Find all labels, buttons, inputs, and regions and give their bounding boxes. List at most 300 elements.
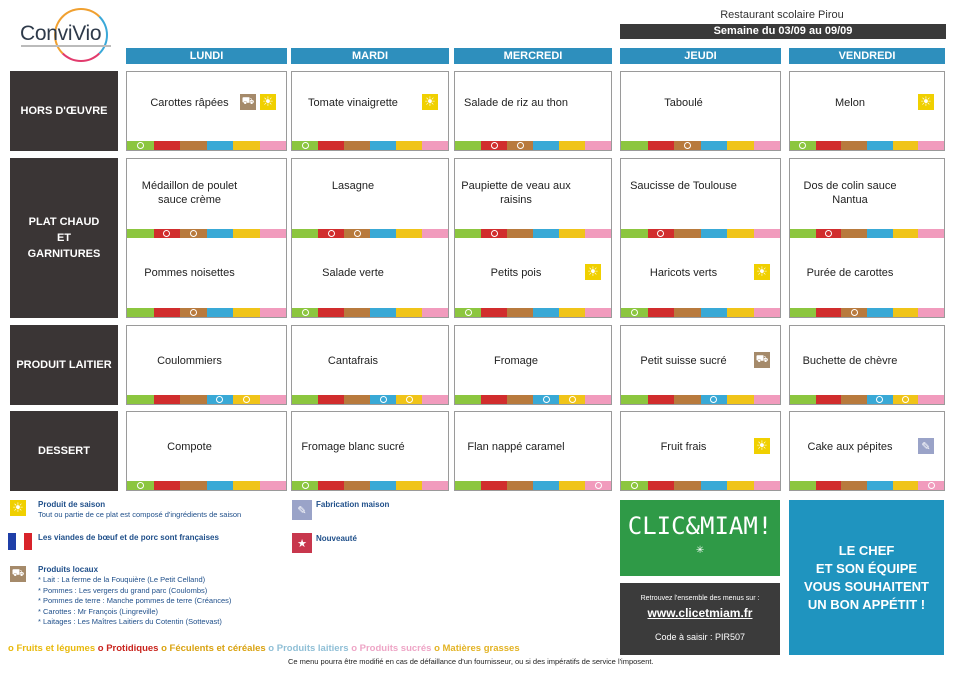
food-group-segment [370, 229, 396, 238]
food-group-segment [727, 395, 754, 404]
food-group-bar [790, 141, 944, 150]
food-group-segment [918, 308, 944, 317]
food-group-segment [559, 141, 585, 150]
food-group-segment [233, 308, 260, 317]
sun-icon: ☀ [10, 500, 26, 516]
farm-icon: ⛟ [240, 94, 256, 110]
food-group-segment [918, 141, 944, 150]
food-group-segment [370, 395, 396, 404]
food-group-segment [233, 229, 260, 238]
food-group-bar [455, 141, 611, 150]
food-group-segment [180, 395, 207, 404]
day-header-jeudi: JEUDI [620, 48, 781, 64]
food-group-segment [507, 481, 533, 490]
food-group-segment [260, 229, 287, 238]
food-group-segment [127, 481, 154, 490]
food-group-segment [533, 141, 559, 150]
food-group-segment [422, 395, 448, 404]
food-group-marker [928, 482, 935, 489]
food-group-segment [127, 308, 154, 317]
menu-cell-plat-jeudi [620, 158, 781, 238]
food-group-segment [344, 481, 370, 490]
food-group-bar [790, 229, 944, 238]
food-group-segment [127, 229, 154, 238]
menu-cell-plat-vendredi [789, 158, 945, 238]
food-group-segment [841, 395, 867, 404]
food-group-segment [816, 395, 842, 404]
day-header-lundi: LUNDI [126, 48, 287, 64]
menu-cell-dessert-mardi [291, 411, 449, 491]
food-group-segment [481, 308, 507, 317]
dish-name: Salade de riz au thon [464, 97, 568, 109]
family-protidiques: o Protidiques [97, 643, 159, 654]
sun-icon: ☀ [918, 94, 934, 110]
food-group-segment [701, 141, 728, 150]
food-group-marker [190, 230, 197, 237]
food-group-segment [754, 141, 781, 150]
food-group-segment [893, 395, 919, 404]
food-group-bar [621, 308, 780, 317]
legend-maison: Fabrication maison [316, 500, 390, 509]
food-group-segment [207, 481, 234, 490]
food-group-segment [127, 141, 154, 150]
dish-name: Purée de carottes [806, 267, 894, 279]
food-group-segment [790, 229, 816, 238]
food-group-segment [727, 141, 754, 150]
dish-name: Saucisse de Toulouse [630, 180, 737, 192]
logo: ConviVio [20, 22, 102, 45]
food-group-marker [569, 396, 576, 403]
food-group-segment [585, 395, 611, 404]
food-group-segment [154, 229, 181, 238]
food-group-segment [260, 481, 287, 490]
food-group-segment [585, 308, 611, 317]
category-dessert: DESSERT [10, 411, 118, 491]
chef-line: VOUS SOUHAITENT [804, 578, 929, 594]
code-saisir: Code à saisir : PIR507 [654, 632, 746, 642]
legend-locaux-item: * Pommes de terre : Manche pommes de terre (Créances) [38, 596, 232, 605]
food-group-segment [233, 141, 260, 150]
menu-cell-laitier-mercredi [454, 325, 612, 405]
food-group-segment [790, 308, 816, 317]
week-label: Semaine du 03/09 au 09/09 [620, 24, 946, 39]
food-group-segment [396, 141, 422, 150]
food-group-segment [841, 141, 867, 150]
french-flag-icon [8, 533, 32, 550]
food-group-segment [841, 308, 867, 317]
food-group-segment [621, 395, 648, 404]
family-feculents: o Féculents et céréales [161, 643, 266, 654]
dish-name: Cake aux pépites [807, 441, 893, 453]
food-group-segment [841, 481, 867, 490]
category-produit-laitier: PRODUIT LAITIER [10, 325, 118, 405]
legend-locaux-list [38, 575, 278, 628]
dish-name: Haricots verts [649, 267, 718, 279]
food-group-segment [585, 481, 611, 490]
food-group-segment [370, 141, 396, 150]
food-group-marker [876, 396, 883, 403]
food-group-segment [648, 395, 675, 404]
food-group-segment [585, 229, 611, 238]
food-group-marker [302, 142, 309, 149]
food-group-segment [507, 395, 533, 404]
legend-locaux-title: Produits locaux [38, 565, 99, 574]
food-group-segment [154, 141, 181, 150]
sun-icon: ☀ [260, 94, 276, 110]
restaurant-name: Restaurant scolaire Pirou [720, 9, 844, 21]
food-group-segment [648, 141, 675, 150]
legend-locaux-item: * Carottes : Mr François (Lingreville) [38, 606, 159, 616]
food-group-segment [727, 229, 754, 238]
menu-cell-laitier-jeudi [620, 325, 781, 405]
food-group-segment [422, 229, 448, 238]
menu-cell-hors-doeuvre-lundi [126, 71, 287, 151]
food-group-segment [893, 141, 919, 150]
food-group-segment [648, 308, 675, 317]
family-grasses: o Matières grasses [434, 643, 520, 654]
food-group-bar [127, 395, 286, 404]
food-group-segment [180, 141, 207, 150]
food-group-segment [559, 229, 585, 238]
food-group-segment [559, 395, 585, 404]
food-group-bar [292, 229, 448, 238]
food-group-marker [137, 482, 144, 489]
food-group-marker [163, 230, 170, 237]
food-group-segment [292, 481, 318, 490]
food-group-bar [790, 395, 944, 404]
food-group-segment [481, 395, 507, 404]
food-group-marker [631, 482, 638, 489]
food-group-bar [127, 308, 286, 317]
clicmiam-url[interactable]: www.clicetmiam.fr [647, 606, 753, 620]
chef-line: LE CHEF [838, 542, 895, 558]
food-group-segment [621, 141, 648, 150]
food-families [8, 643, 520, 654]
food-group-marker [216, 396, 223, 403]
menu-cell-laitier-vendredi [789, 325, 945, 405]
food-group-segment [422, 308, 448, 317]
menu-cell-garniture-jeudi [620, 238, 781, 318]
food-group-segment [867, 481, 893, 490]
food-group-segment [754, 481, 781, 490]
chef-line: UN BON APPÉTIT ! [807, 596, 926, 612]
food-group-segment [292, 395, 318, 404]
food-group-segment [396, 481, 422, 490]
food-group-segment [455, 308, 481, 317]
food-group-segment [154, 308, 181, 317]
food-group-segment [370, 481, 396, 490]
sun-icon: ☀ [754, 264, 770, 280]
food-group-segment [318, 481, 344, 490]
food-group-bar [292, 395, 448, 404]
food-group-segment [481, 481, 507, 490]
retrouvez-text: Retrouvez l'ensemble des menus sur : [640, 595, 760, 602]
food-group-bar [455, 481, 611, 490]
clicmiam-info [620, 583, 780, 655]
food-group-segment [260, 395, 287, 404]
food-group-segment [918, 395, 944, 404]
food-group-segment [422, 141, 448, 150]
food-group-segment [621, 481, 648, 490]
food-group-segment [344, 229, 370, 238]
menu-cell-dessert-vendredi [789, 411, 945, 491]
food-group-marker [137, 142, 144, 149]
menu-cell-garniture-mardi [291, 238, 449, 318]
dish-name: Tomate vinaigrette [308, 97, 398, 109]
food-group-bar [621, 141, 780, 150]
food-group-segment [207, 395, 234, 404]
food-group-segment [154, 481, 181, 490]
food-group-segment [260, 308, 287, 317]
star-icon: ★ [292, 533, 312, 553]
food-group-marker [517, 142, 524, 149]
food-group-segment [816, 141, 842, 150]
food-group-segment [893, 308, 919, 317]
food-group-segment [344, 308, 370, 317]
food-group-segment [481, 141, 507, 150]
food-group-bar [790, 308, 944, 317]
food-group-bar [127, 229, 286, 238]
menu-cell-hors-doeuvre-mardi [291, 71, 449, 151]
food-group-segment [154, 395, 181, 404]
food-group-marker [491, 230, 498, 237]
food-group-segment [918, 481, 944, 490]
family-fruits: o Fruits et légumes [8, 643, 96, 654]
food-group-segment [701, 395, 728, 404]
clicmiam-banner[interactable] [620, 500, 780, 576]
dish-name: Cantafrais [327, 355, 379, 367]
food-group-segment [455, 141, 481, 150]
food-group-segment [180, 229, 207, 238]
food-group-bar [455, 229, 611, 238]
food-group-marker [825, 230, 832, 237]
dish-name: Flan nappé caramel [467, 441, 565, 453]
menu-cell-plat-lundi [126, 158, 287, 238]
food-group-segment [790, 141, 816, 150]
food-group-segment [674, 481, 701, 490]
legend-locaux-item: * Laitages : Les Maîtres Laitiers du Cotentin (Sottevast) [38, 617, 222, 626]
whisk-icon: ✎ [918, 438, 934, 454]
food-group-segment [754, 229, 781, 238]
dish-name: Médaillon de poulet sauce crème [141, 180, 238, 206]
food-group-marker [543, 396, 550, 403]
menu-cell-dessert-jeudi [620, 411, 781, 491]
menu-cell-plat-mercredi [454, 158, 612, 238]
food-group-segment [674, 308, 701, 317]
food-group-segment [790, 481, 816, 490]
day-header-mardi: MARDI [291, 48, 449, 64]
food-group-segment [621, 308, 648, 317]
food-group-bar [621, 481, 780, 490]
food-group-segment [701, 308, 728, 317]
food-group-bar [455, 395, 611, 404]
category-plat-label: PLAT CHAUD ET GARNITURES [27, 216, 101, 260]
food-group-marker [354, 230, 361, 237]
legend-viandes: Les viandes de bœuf et de porc sont françaises [38, 533, 219, 542]
family-laitiers: o Produits laitiers [268, 643, 349, 654]
family-sucres: o Produits sucrés [351, 643, 432, 654]
dish-name: Fromage [493, 355, 539, 367]
food-group-segment [754, 395, 781, 404]
food-group-bar [292, 141, 448, 150]
food-group-marker [243, 396, 250, 403]
food-group-segment [701, 229, 728, 238]
food-group-segment [648, 229, 675, 238]
clicmiam-logo: CLIC&MIAM! [627, 512, 773, 540]
food-group-segment [701, 481, 728, 490]
food-group-bar [790, 481, 944, 490]
food-group-segment [455, 481, 481, 490]
menu-cell-dessert-mercredi [454, 411, 612, 491]
food-group-segment [867, 141, 893, 150]
legend-saison-text: Tout ou partie de ce plat est composé d'ingrédients de saison [38, 510, 242, 519]
food-group-segment [559, 308, 585, 317]
footer-note: Ce menu pourra être modifié en cas de défaillance d'un fournisseur, ou si des impératifs de service l'imposent. [288, 657, 654, 666]
legend-nouveaute: Nouveauté [316, 534, 357, 543]
food-group-segment [533, 308, 559, 317]
food-group-segment [918, 229, 944, 238]
food-group-segment [754, 308, 781, 317]
food-group-segment [180, 308, 207, 317]
chef-message-lines [804, 542, 929, 614]
food-group-segment [893, 481, 919, 490]
food-group-segment [318, 308, 344, 317]
dish-name: Dos de colin sauce Nantua [803, 180, 897, 206]
food-group-segment [422, 481, 448, 490]
menu-cell-garniture-mercredi [454, 238, 612, 318]
food-group-segment [727, 308, 754, 317]
dish-name: Salade verte [322, 267, 384, 279]
dish-name: Petits pois [490, 267, 542, 279]
food-group-segment [344, 141, 370, 150]
food-group-segment [648, 481, 675, 490]
food-group-segment [867, 229, 893, 238]
food-group-marker [190, 309, 197, 316]
dish-name: Petit suisse sucré [640, 355, 727, 367]
food-group-segment [260, 141, 287, 150]
food-group-segment [790, 395, 816, 404]
food-group-bar [292, 481, 448, 490]
menu-cell-laitier-lundi [126, 325, 287, 405]
food-group-bar [292, 308, 448, 317]
dish-name: Lasagne [331, 180, 375, 192]
food-group-bar [621, 229, 780, 238]
menu-cell-hors-doeuvre-mercredi [454, 71, 612, 151]
food-group-segment [507, 308, 533, 317]
food-group-segment [507, 229, 533, 238]
food-group-segment [318, 395, 344, 404]
dish-name: Pommes noisettes [144, 267, 235, 279]
dish-name: Compote [167, 441, 212, 453]
food-group-marker [595, 482, 602, 489]
farm-icon: ⛟ [754, 352, 770, 368]
food-group-segment [344, 395, 370, 404]
food-group-segment [318, 229, 344, 238]
legend-saison-title: Produit de saison [38, 500, 106, 509]
dish-name: Carottes râpées [150, 97, 229, 109]
food-group-segment [674, 229, 701, 238]
dish-name: Paupiette de veau aux raisins [461, 180, 571, 206]
food-group-marker [710, 396, 717, 403]
dish-name: Melon [835, 97, 865, 109]
food-group-bar [127, 481, 286, 490]
food-group-segment [816, 229, 842, 238]
food-group-marker [799, 142, 806, 149]
food-group-segment [533, 229, 559, 238]
food-group-marker [406, 396, 413, 403]
dish-name: Taboulé [664, 97, 703, 109]
food-group-segment [207, 229, 234, 238]
category-hors-doeuvre: HORS D'ŒUVRE [10, 71, 118, 151]
farm-icon: ⛟ [10, 566, 26, 582]
menu-cell-hors-doeuvre-vendredi [789, 71, 945, 151]
food-group-marker [902, 396, 909, 403]
food-group-segment [727, 481, 754, 490]
food-group-segment [674, 395, 701, 404]
food-group-segment [816, 481, 842, 490]
food-group-segment [455, 229, 481, 238]
dish-name: Coulommiers [157, 355, 222, 367]
food-group-segment [867, 308, 893, 317]
day-header-mercredi: MERCREDI [454, 48, 612, 64]
chef-line: ET SON ÉQUIPE [815, 560, 918, 576]
food-group-bar [127, 141, 286, 150]
menu-cell-garniture-vendredi [789, 238, 945, 318]
food-group-segment [559, 481, 585, 490]
day-header-vendredi: VENDREDI [789, 48, 945, 64]
food-group-segment [180, 481, 207, 490]
food-group-marker [631, 309, 638, 316]
food-group-marker [380, 396, 387, 403]
menu-cell-laitier-mardi [291, 325, 449, 405]
food-group-segment [481, 229, 507, 238]
food-group-segment [396, 395, 422, 404]
food-group-segment [533, 481, 559, 490]
dish-name: Buchette de chèvre [802, 355, 898, 367]
sun-icon: ☀ [754, 438, 770, 454]
food-group-segment [867, 395, 893, 404]
sun-icon: ☀ [422, 94, 438, 110]
food-group-segment [621, 229, 648, 238]
food-group-segment [507, 141, 533, 150]
category-plat-chaud [10, 158, 118, 318]
cursor-icon: ✳ [696, 542, 704, 557]
chef-message [789, 500, 944, 655]
food-group-marker [302, 482, 309, 489]
menu-cell-plat-mardi [291, 158, 449, 238]
food-group-segment [127, 395, 154, 404]
food-group-segment [207, 141, 234, 150]
food-group-segment [207, 308, 234, 317]
food-group-segment [396, 308, 422, 317]
whisk-icon: ✎ [292, 500, 312, 520]
food-group-marker [657, 230, 664, 237]
food-group-segment [816, 308, 842, 317]
menu-cell-hors-doeuvre-jeudi [620, 71, 781, 151]
food-group-segment [533, 395, 559, 404]
food-group-segment [674, 141, 701, 150]
legend-locaux-item: * Lait : La ferme de la Fouquière (Le Petit Celland) [38, 575, 206, 584]
dish-name: Fruit frais [660, 441, 707, 453]
food-group-marker [684, 142, 691, 149]
food-group-segment [455, 395, 481, 404]
food-group-segment [893, 229, 919, 238]
food-group-segment [585, 141, 611, 150]
menu-cell-garniture-lundi [126, 238, 287, 318]
food-group-marker [491, 142, 498, 149]
food-group-segment [292, 229, 318, 238]
food-group-segment [292, 141, 318, 150]
